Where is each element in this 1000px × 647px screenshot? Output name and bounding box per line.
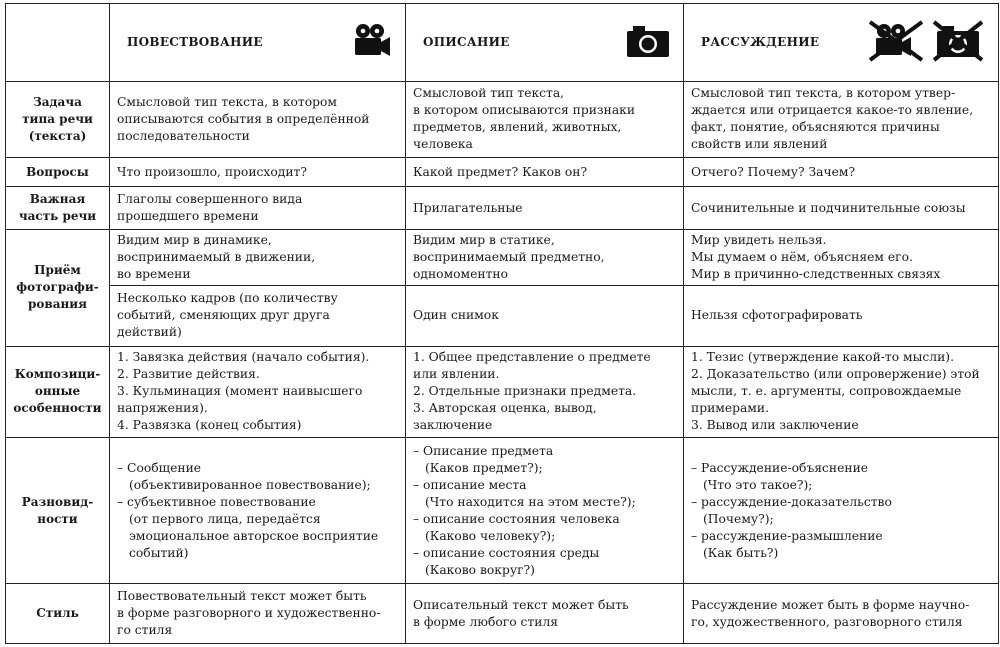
text-line: событий, сменяющих друг друга xyxy=(117,308,330,323)
text-line: (объективированное повествование); xyxy=(129,477,371,492)
photo-camera-icon xyxy=(626,23,670,62)
row-composition xyxy=(6,346,999,438)
cell-style-reasoning xyxy=(684,584,999,644)
text-line: Мы думаем о нём, объясняем его. xyxy=(691,249,913,264)
text-line: воспринимаемый в движении, xyxy=(117,249,316,264)
video-camera-icon xyxy=(352,22,392,63)
header-reasoning xyxy=(684,4,999,82)
text-line: (Что находится на этом месте?); xyxy=(425,494,636,509)
text-line: (Каково человеку?); xyxy=(425,528,556,543)
text-line: – рассуждение-доказательство xyxy=(691,494,892,509)
cell-varieties-description xyxy=(406,438,684,584)
text-line: событий) xyxy=(129,545,189,560)
text-line: воспринимаемый предметно, xyxy=(413,249,605,264)
text-line: факт, понятие, объясняются причины xyxy=(691,120,940,135)
text-line: последовательности xyxy=(117,128,250,143)
text-line: 4. Развязка (конец события) xyxy=(117,418,302,433)
row-label-line: типа речи xyxy=(22,111,93,126)
text-line: 2. Доказательство (или опровержение) этой xyxy=(691,367,980,382)
cell-pos-description xyxy=(406,187,684,229)
text-line: 2. Развитие действия. xyxy=(117,367,260,382)
text-line: в форме любого стиля xyxy=(413,614,559,629)
row-label-line: Разновид- xyxy=(21,494,94,509)
cell-photo-reasoning-a xyxy=(684,229,999,285)
cell-pos-narration xyxy=(110,187,406,229)
text-line: Смысловой тип текста, xyxy=(413,86,565,101)
text-line: Какой предмет? Каков он? xyxy=(413,164,588,179)
cell-photo-narration-b xyxy=(110,286,406,346)
text-line: напряжения). xyxy=(117,401,208,416)
header-narration xyxy=(110,4,406,82)
row-style xyxy=(6,584,999,644)
cell-task-description xyxy=(406,81,684,158)
text-line: – Рассуждение-объяснение xyxy=(691,460,869,475)
text-line: Несколько кадров (по количеству xyxy=(117,291,338,306)
text-line: го стиля xyxy=(117,623,173,638)
row-label-varieties xyxy=(6,438,110,584)
row-label-line: Вопросы xyxy=(26,164,89,179)
text-line: Смысловой тип текста, в котором утвер- xyxy=(691,86,956,101)
text-line: го, художественного, разговорного стиля xyxy=(691,614,963,629)
text-line: действий) xyxy=(117,325,182,340)
row-label-questions xyxy=(6,158,110,187)
text-line: – Описание предмета xyxy=(413,443,554,458)
text-line: 1. Общее представление о предмете xyxy=(413,350,651,365)
row-label-line: Композици- xyxy=(14,367,101,382)
cell-photo-description-b xyxy=(406,286,684,346)
crossed-video-camera-icon xyxy=(867,19,925,66)
text-line: Сочинительные и подчинительные союзы xyxy=(691,200,966,215)
text-line: 3. Кульминация (момент наивысшего xyxy=(117,384,363,399)
text-line: Смысловой тип текста, в котором xyxy=(117,94,337,109)
text-line: Отчего? Почему? Зачем? xyxy=(691,164,856,179)
text-line: – описание состояния среды xyxy=(413,545,600,560)
text-line: (Каков предмет?); xyxy=(425,460,543,475)
text-line: Глаголы совершенного вида xyxy=(117,192,303,207)
text-line: (Каково вокруг?) xyxy=(425,562,535,577)
text-line: Нельзя сфотографировать xyxy=(691,308,863,323)
row-label-line: ности xyxy=(37,511,78,526)
row-task xyxy=(6,81,999,158)
text-line: 3. Вывод или заключение xyxy=(691,418,859,433)
text-line: (Почему?); xyxy=(703,511,774,526)
text-line: описываются события в определённой xyxy=(117,111,370,126)
row-label-part-of-speech xyxy=(6,187,110,229)
cell-questions-narration xyxy=(110,158,406,187)
row-photo-b xyxy=(6,286,999,346)
text-line: – субъективное повествование xyxy=(117,494,316,509)
row-label-photo xyxy=(6,229,110,346)
row-label-composition xyxy=(6,346,110,438)
cell-composition-narration xyxy=(110,346,406,438)
cell-photo-narration-a xyxy=(110,229,406,285)
cell-varieties-narration xyxy=(110,438,406,584)
header-description xyxy=(406,4,684,82)
text-line: Повествовательный текст может быть xyxy=(117,589,367,604)
cell-varieties-reasoning xyxy=(684,438,999,584)
text-line: 2. Отдельные признаки предмета. xyxy=(413,384,637,399)
text-line: Мир увидеть нельзя. xyxy=(691,232,827,247)
text-line: мысли, т. е. аргументы, сопровождаемые xyxy=(691,384,962,399)
text-line: (от первого лица, передаётся xyxy=(129,511,321,526)
row-label-line: Важная xyxy=(29,192,86,207)
text-line: Описательный текст может быть xyxy=(413,597,629,612)
text-line: 3. Авторская оценка, вывод, xyxy=(413,401,597,416)
speech-types-table xyxy=(5,3,999,644)
text-line: Видим мир в статике, xyxy=(413,232,555,247)
cell-style-description xyxy=(406,584,684,644)
row-label-task xyxy=(6,81,110,158)
cell-photo-description-a xyxy=(406,229,684,285)
cell-questions-reasoning xyxy=(684,158,999,187)
text-line: Мир в причинно-следственных связях xyxy=(691,266,941,281)
text-line: одномоментно xyxy=(413,266,508,281)
row-label-line: особенности xyxy=(13,401,102,416)
cell-style-narration xyxy=(110,584,406,644)
cell-photo-reasoning-b xyxy=(684,286,999,346)
text-line: Прилагательные xyxy=(413,200,523,215)
row-photo-a xyxy=(6,229,999,285)
row-label-line: Задача xyxy=(33,94,82,109)
row-varieties xyxy=(6,438,999,584)
text-line: в котором описываются признаки xyxy=(413,103,636,118)
cell-pos-reasoning xyxy=(684,187,999,229)
text-line: заключение xyxy=(413,418,493,433)
text-line: человека xyxy=(413,137,473,152)
text-line: примерами. xyxy=(691,401,769,416)
text-line: – Сообщение xyxy=(117,460,202,475)
cell-task-narration xyxy=(110,81,406,158)
header-description-label: ОПИСАНИЕ xyxy=(423,35,510,50)
row-label-line: Приём xyxy=(34,263,81,278)
cell-composition-reasoning xyxy=(684,346,999,438)
row-part-of-speech xyxy=(6,187,999,229)
text-line: Видим мир в динамике, xyxy=(117,232,272,247)
row-questions xyxy=(6,158,999,187)
text-line: 1. Завязка действия (начало события). xyxy=(117,350,370,365)
cell-composition-description xyxy=(406,346,684,438)
crossed-photo-camera-icon xyxy=(931,19,985,66)
header-narration-label: ПОВЕСТВОВАНИЕ xyxy=(127,35,263,50)
row-label-line: рования xyxy=(27,297,88,312)
cell-task-reasoning xyxy=(684,81,999,158)
header-reasoning-label: РАССУЖДЕНИЕ xyxy=(701,35,820,50)
row-label-line: онные xyxy=(34,384,81,399)
row-label-line: (текста) xyxy=(28,128,87,143)
cell-questions-description xyxy=(406,158,684,187)
row-label-line: часть речи xyxy=(18,209,97,224)
text-line: 1. Тезис (утверждение какой-то мысли). xyxy=(691,350,954,365)
text-line: ждается или отрицается какое-то явление, xyxy=(691,103,974,118)
text-line: Что произошло, происходит? xyxy=(117,164,307,179)
text-line: – описание места xyxy=(413,477,527,492)
text-line: Рассуждение может быть в форме научно- xyxy=(691,597,970,612)
corner-cell xyxy=(6,4,110,82)
text-line: прошедшего времени xyxy=(117,209,259,224)
text-line: – рассуждение-размышление xyxy=(691,528,883,543)
row-label-line: фотографи- xyxy=(16,280,99,295)
header-row xyxy=(6,4,999,82)
row-label-line: Стиль xyxy=(36,606,79,621)
text-line: в форме разговорного и художественно- xyxy=(117,606,381,621)
text-line: эмоциональное авторское восприятие xyxy=(129,528,379,543)
text-line: – описание состояния человека xyxy=(413,511,620,526)
text-line: (Как быть?) xyxy=(703,545,779,560)
text-line: или явлении. xyxy=(413,367,500,382)
text-line: Один снимок xyxy=(413,308,499,323)
text-line: свойств или явлений xyxy=(691,137,828,152)
text-line: предметов, явлений, животных, xyxy=(413,120,622,135)
text-line: во времени xyxy=(117,266,191,281)
text-line: (Что это такое?); xyxy=(703,477,813,492)
row-label-style xyxy=(6,584,110,644)
